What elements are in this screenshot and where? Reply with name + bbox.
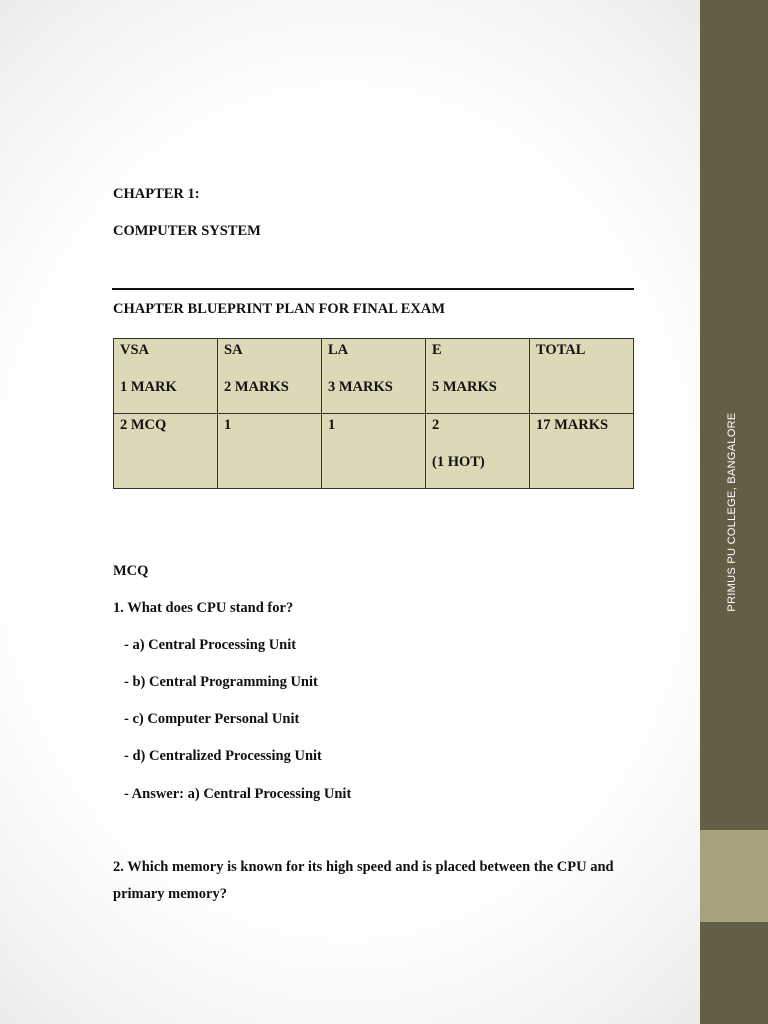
cell-line: 2 MARKS: [224, 379, 289, 395]
table-cell: [322, 339, 426, 414]
cell-line: 2 MCQ: [120, 417, 167, 433]
cell-line: 2: [432, 417, 440, 433]
table-cell: [322, 414, 426, 489]
blueprint-table: [113, 338, 634, 489]
cell-line: (1 HOT): [432, 454, 485, 470]
answer-1: - Answer: a) Central Processing Unit: [124, 786, 352, 802]
option-b: - b) Central Programming Unit: [124, 674, 318, 690]
cell-line: 5 MARKS: [432, 379, 497, 395]
divider-rule: [112, 288, 634, 290]
question-2-line-2: primary memory?: [113, 886, 227, 902]
sidebar-accent-block: [700, 830, 768, 922]
table-header-row: [114, 339, 634, 414]
chapter-title: COMPUTER SYSTEM: [113, 223, 261, 239]
table-row: [114, 414, 634, 489]
cell-line: E: [432, 342, 442, 358]
table-cell: [530, 414, 634, 489]
table-cell: [426, 414, 530, 489]
cell-line: LA: [328, 342, 349, 358]
college-name-label: PRIMUS PU COLLEGE, BANGALORE: [726, 412, 738, 612]
cell-line: 1: [328, 417, 336, 433]
cell-line: VSA: [120, 342, 150, 358]
option-d: - d) Centralized Processing Unit: [124, 748, 322, 764]
table-cell: [114, 339, 218, 414]
cell-line: TOTAL: [536, 342, 586, 358]
cell-line: 1 MARK: [120, 379, 177, 395]
cell-line: 1: [224, 417, 232, 433]
table-cell: [218, 414, 322, 489]
question-1: 1. What does CPU stand for?: [113, 600, 294, 616]
table-cell: [114, 414, 218, 489]
cell-line: 3 MARKS: [328, 379, 393, 395]
table-cell: [426, 339, 530, 414]
table-cell: [530, 339, 634, 414]
chapter-number: CHAPTER 1:: [113, 186, 200, 202]
option-a: - a) Central Processing Unit: [124, 637, 297, 653]
table-cell: [218, 339, 322, 414]
mcq-heading: MCQ: [113, 563, 149, 579]
blueprint-heading: CHAPTER BLUEPRINT PLAN FOR FINAL EXAM: [113, 301, 446, 317]
cell-line: 17 MARKS: [536, 417, 609, 433]
option-c: - c) Computer Personal Unit: [124, 711, 300, 727]
cell-line: SA: [224, 342, 243, 358]
question-2-line-1: 2. Which memory is known for its high speed and is placed between the CPU and: [113, 859, 614, 875]
